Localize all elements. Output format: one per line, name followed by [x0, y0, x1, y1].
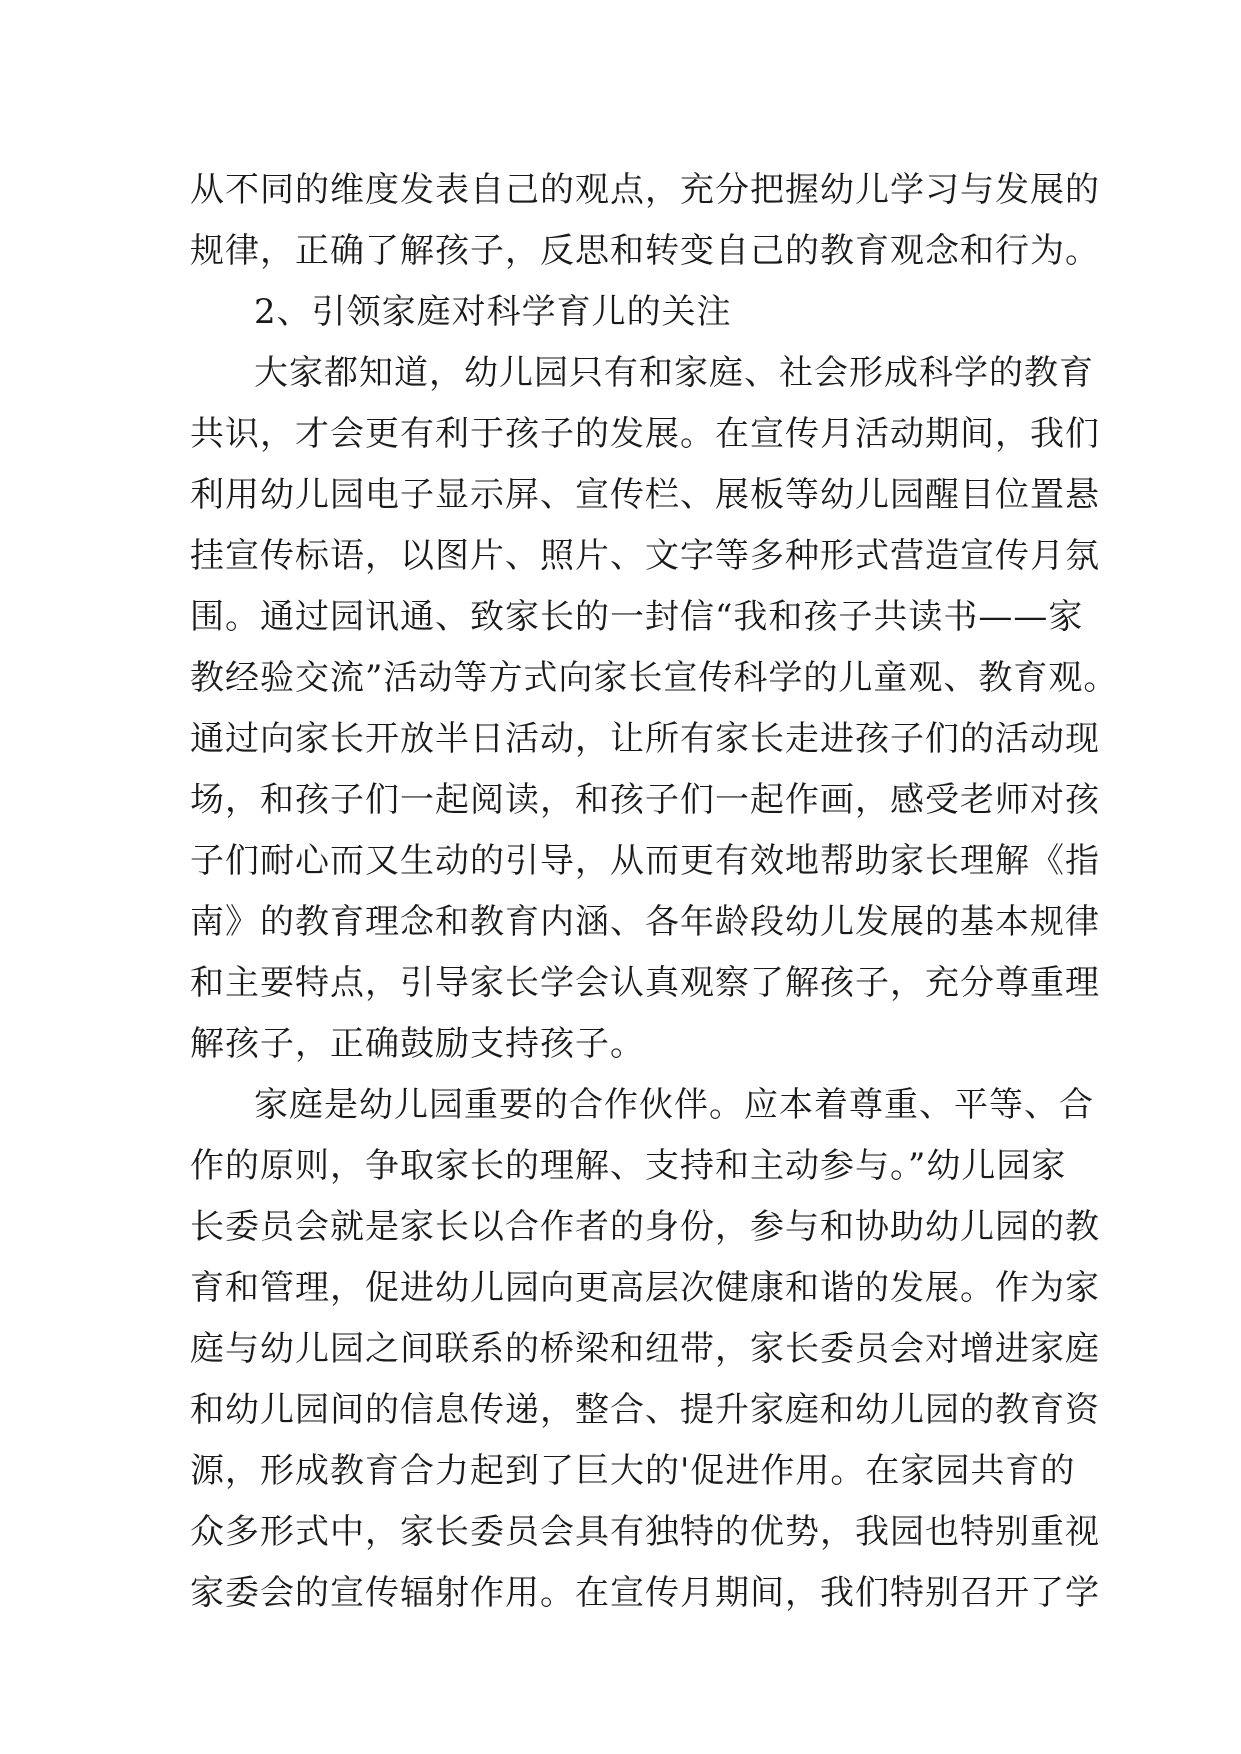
paragraph-start-line: 大家都知道，幼儿园只有和家庭、社会形成科学的教育: [254, 353, 1094, 393]
text-line: 和幼儿园间的信息传递，整合、提升家庭和幼儿园的教育资: [190, 1390, 1100, 1430]
text-line: 通过向家长开放半日活动，让所有家长走进孩子们的活动现: [190, 719, 1100, 759]
section-heading: 2、引领家庭对科学育儿的关注: [254, 292, 732, 332]
text-line: 源，形成教育合力起到了巨大的'促进作用。在家园共育的: [190, 1451, 1076, 1491]
text-line: 育和管理，促进幼儿园向更高层次健康和谐的发展。作为家: [190, 1268, 1100, 1308]
paragraph-start-line: 家庭是幼儿园重要的合作伙伴。应本着尊重、平等、合: [254, 1085, 1094, 1125]
text-line: 利用幼儿园电子显示屏、宣传栏、展板等幼儿园醒目位置悬: [190, 475, 1100, 515]
text-line: 和主要特点，引导家长学会认真观察了解孩子，充分尊重理: [190, 963, 1100, 1003]
text-line: 教经验交流”活动等方式向家长宣传科学的儿童观、教育观。: [190, 658, 1119, 698]
text-line: 规律，正确了解孩子，反思和转变自己的教育观念和行为。: [190, 231, 1100, 271]
text-line: 挂宣传标语，以图片、照片、文字等多种形式营造宣传月氛: [190, 536, 1100, 576]
document-body: [190, 160, 1119, 1624]
text-line: 长委员会就是家长以合作者的身份，参与和协助幼儿园的教: [190, 1207, 1100, 1247]
text-line: 众多形式中，家长委员会具有独特的优势，我园也特别重视: [190, 1512, 1100, 1552]
text-line: 场，和孩子们一起阅读，和孩子们一起作画，感受老师对孩: [190, 780, 1100, 820]
text-line: 南》的教育理念和教育内涵、各年龄段幼儿发展的基本规律: [190, 902, 1100, 942]
text-line: 家委会的宣传辐射作用。在宣传月期间，我们特别召开了学: [190, 1573, 1100, 1613]
text-line: 从不同的维度发表自己的观点，充分把握幼儿学习与发展的: [190, 170, 1100, 210]
text-line: 作的原则，争取家长的理解、支持和主动参与。”幼儿园家: [190, 1146, 1067, 1186]
text-line: 解孩子，正确鼓励支持孩子。: [190, 1024, 645, 1064]
text-line: 共识，才会更有利于孩子的发展。在宣传月活动期间，我们: [190, 414, 1100, 454]
text-line: 子们耐心而又生动的引导，从而更有效地帮助家长理解《指: [190, 841, 1100, 881]
text-line: 围。通过园讯通、致家长的一封信“我和孩子共读书——家: [190, 597, 1084, 637]
text-line: 庭与幼儿园之间联系的桥梁和纽带，家长委员会对增进家庭: [190, 1329, 1100, 1369]
